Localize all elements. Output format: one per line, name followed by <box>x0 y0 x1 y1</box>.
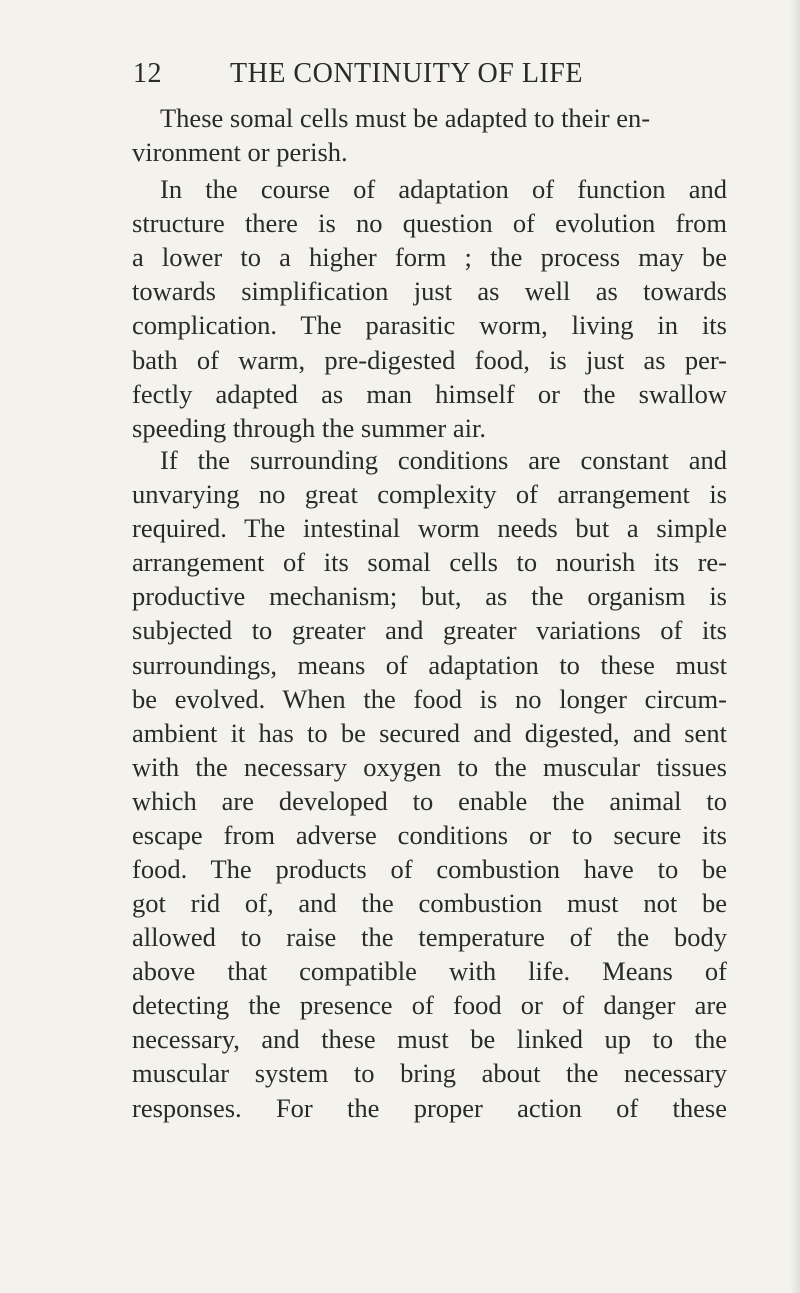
text-line: structure there is no question of evolution from <box>132 208 727 238</box>
running-header <box>133 52 663 96</box>
text-line: subjected to greater and greater variations of its <box>132 615 727 645</box>
text-line: unvarying no great complexity of arrangement is <box>132 479 727 509</box>
text-line: towards simplification just as well as towards <box>132 276 727 306</box>
text-line: vironment or perish. <box>132 137 348 167</box>
running-title: THE CONTINUITY OF LIFE <box>230 58 583 89</box>
text-line: These somal cells must be adapted to their en- <box>160 103 651 133</box>
text-line: productive mechanism; but, as the organism is <box>132 581 727 611</box>
text-line: muscular system to bring about the necessary <box>132 1058 727 1088</box>
text-line: In the course of adaptation of function and <box>160 174 727 204</box>
text-line: fectly adapted as man himself or the swallow <box>132 379 727 409</box>
text-line: be evolved. When the food is no longer circum- <box>132 684 727 714</box>
text-line: bath of warm, pre-digested food, is just as per- <box>132 345 727 375</box>
text-line: a lower to a higher form ; the process may be <box>132 242 727 272</box>
text-line: arrangement of its somal cells to nourish its re- <box>132 547 727 577</box>
text-line: surroundings, means of adaptation to these must <box>132 650 727 680</box>
text-line: which are developed to enable the animal to <box>132 786 727 816</box>
text-line: speeding through the summer air. <box>132 413 486 443</box>
text-line: escape from adverse conditions or to secure its <box>132 820 727 850</box>
text-line: ambient it has to be secured and digested, and sent <box>132 718 727 748</box>
body-text <box>132 100 732 1160</box>
text-line: with the necessary oxygen to the muscular tissues <box>132 752 727 782</box>
page-number: 12 <box>133 58 162 89</box>
text-line: required. The intestinal worm needs but a simple <box>132 513 727 543</box>
text-line: complication. The parasitic worm, living in its <box>132 310 727 340</box>
text-line: food. The products of combustion have to be <box>132 854 727 884</box>
text-line: responses. For the proper action of these <box>132 1093 727 1123</box>
text-line: necessary, and these must be linked up to the <box>132 1024 727 1054</box>
text-line: If the surrounding conditions are constant and <box>160 445 727 475</box>
text-line: allowed to raise the temperature of the body <box>132 922 727 952</box>
text-line: detecting the presence of food or of danger are <box>132 990 727 1020</box>
page-edge-shadow <box>790 0 800 1293</box>
text-line: got rid of, and the combustion must not be <box>132 888 727 918</box>
text-line: above that compatible with life. Means of <box>132 956 727 986</box>
